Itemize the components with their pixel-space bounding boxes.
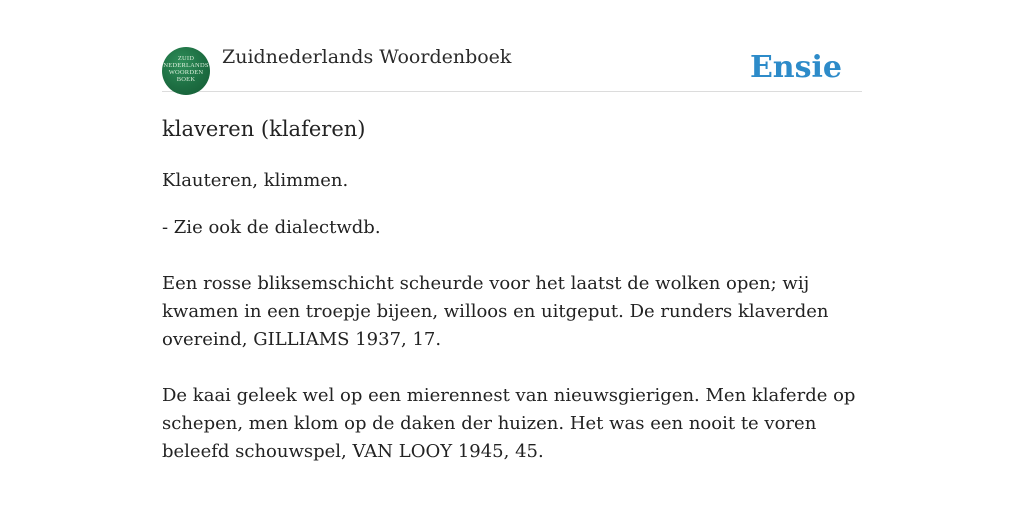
logo-line: NEDERLANDS bbox=[163, 62, 209, 69]
logo-line: WOORDEN bbox=[168, 69, 204, 76]
citation-quote: De kaai geleek wel op een mierennest van nieuwsgierigen. Men klaferde op schepen, men klom op de daken der huizen. Het was een nooit te voren beleefd schouwspel, VAN LOOY 1945, 45. bbox=[162, 385, 856, 462]
logo-line: BOEK bbox=[176, 76, 196, 83]
entry-definition: Klauteren, klimmen. bbox=[162, 170, 349, 191]
dictionary-logo[interactable] bbox=[162, 47, 210, 95]
header bbox=[162, 44, 862, 92]
citation-quote: Een rosse bliksemschicht scheurde voor het laatst de wolken open; wij kwamen in een troepje bijeen, willoos en uitgeput. De runders klaverden overeind, GILLIAMS 1937, 17. bbox=[162, 273, 829, 350]
dictionary-name[interactable]: Zuidnederlands Woordenboek bbox=[222, 46, 512, 68]
entry-title: klaveren (klaferen) bbox=[162, 117, 366, 141]
logo-line: ZUID bbox=[177, 55, 195, 62]
entry-card bbox=[162, 44, 862, 462]
see-also-note: - Zie ook de dialectwdb. bbox=[162, 217, 381, 238]
logo-text bbox=[162, 55, 210, 83]
ensie-brand-logo[interactable]: Ensie bbox=[749, 50, 842, 85]
